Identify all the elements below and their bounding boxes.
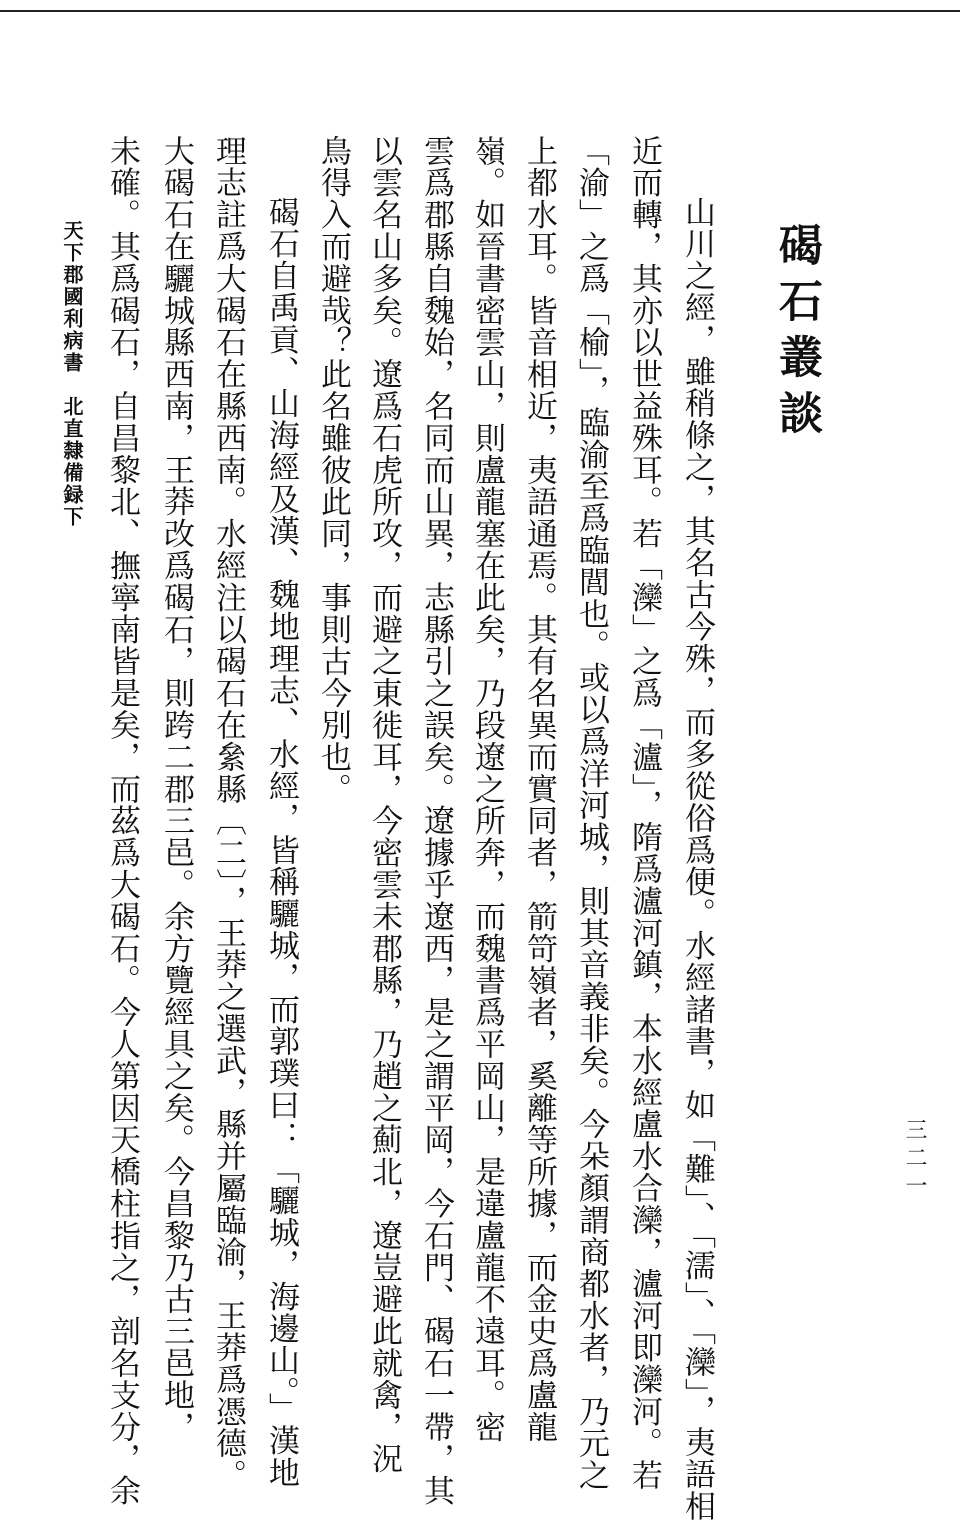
top-rule (0, 10, 960, 12)
text-column: 未確。其爲碣石，自昌黎北、撫寧南皆是矣，而茲爲大碣石。今人第因天橋柱指之，剖名支分，余 (104, 135, 140, 1507)
page-title: 碣石叢談 (771, 222, 822, 446)
text-column: 大碣石在驪城縣西南，王莽改爲碣石，則跨二郡三邑。余方覽經具之矣。今昌黎乃古三邑地， (158, 135, 194, 1443)
text-column: 雲爲郡縣自魏始，名同而山異，志縣引之誤矣。遼據乎遼西，是之謂平岡，今石門、碣石一帶，其 (418, 135, 454, 1507)
text-column: 嶺。如晉書密雲山，則盧龍塞在此矣，乃段遼之所奔，而魏書爲平岡山，是違盧龍不遠耳。密 (469, 135, 505, 1443)
text-column: 鳥得入而避哉？此名雖彼此同，事則古今別也。 (315, 135, 351, 805)
text-column: 山川之經，雖稍條之，其名古今殊，而多從俗爲便。水經諸書，如「難」、「濡」、「灤」，夷語相 (679, 196, 715, 1522)
text-column: 以雲名山多矣。遼爲石虎所攻，而避之東徙耳，今密雲未郡縣，乃趙之薊北，遼豈避此就禽，況 (366, 135, 402, 1475)
page-number: 三二一 (902, 1118, 927, 1202)
text-column: 近而轉，其亦以世益殊耳。若「灤」之爲「瀘」，隋爲瀘河鎮，本水經盧水合灤，瀘河即灤河。若 (626, 135, 662, 1492)
text-column: 理志註爲大碣石在縣西南。水經注以碣石在絫縣〔二〕，王莽之選武，縣并屬臨渝，王莽爲憑德。 (210, 135, 246, 1492)
text-column: 碣石自禹貢、山海經及漢、魏地理志、水經，皆稱驪城，而郭璞曰：「驪城，海邊山。」漢地 (263, 196, 299, 1489)
text-column: 「渝」之爲「榆」，臨渝至爲臨閭也。或以爲洋河城，則其音義非矣。今朵顏謂商都水者，乃元之 (573, 135, 609, 1492)
running-header: 天下郡國利病書 北直隸備録下 (60, 220, 84, 528)
text-column: 上都水耳。皆音相近，夷語通焉。其有名異而實同者，箭笴嶺者，奚離等所據，而金史爲盧龍 (521, 135, 557, 1443)
